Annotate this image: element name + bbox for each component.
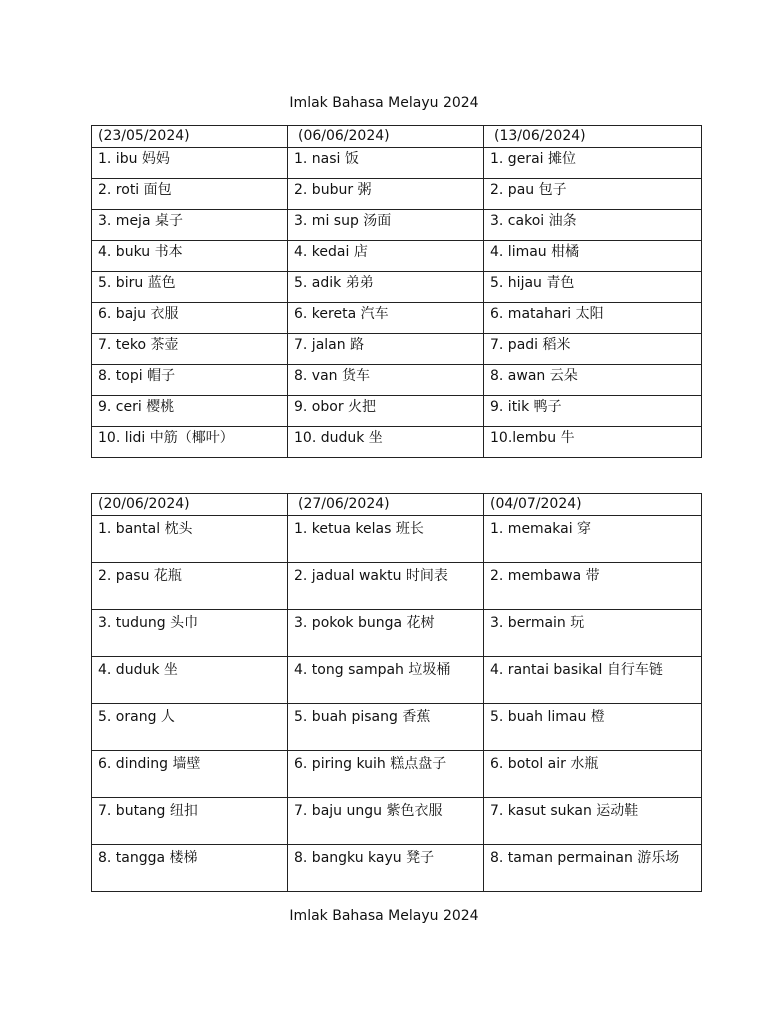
table-cell: 7. butang 纽扣 — [92, 798, 288, 845]
table-cell: 6. dinding 墙壁 — [92, 751, 288, 798]
table-cell: 8. awan 云朵 — [484, 365, 702, 396]
table-cell: 2. bubur 粥 — [288, 179, 484, 210]
table-cell: 6. piring kuih 糕点盘子 — [288, 751, 484, 798]
table-cell: 3. bermain 玩 — [484, 610, 702, 657]
table-cell: 1. ibu 妈妈 — [92, 148, 288, 179]
table-row — [92, 610, 702, 657]
table-cell: 1. nasi 饭 — [288, 148, 484, 179]
table-cell: 6. matahari 太阳 — [484, 303, 702, 334]
table-cell: 4. tong sampah 垃圾桶 — [288, 657, 484, 704]
table-cell: 6. kereta 汽车 — [288, 303, 484, 334]
table-cell: 2. roti 面包 — [92, 179, 288, 210]
table-cell: 9. itik 鸭子 — [484, 396, 702, 427]
table-row — [92, 516, 702, 563]
date-header-2: (27/06/2024) — [288, 494, 484, 516]
table-cell: 7. padi 稻米 — [484, 334, 702, 365]
table-cell: 2. membawa 带 — [484, 563, 702, 610]
table-cell: 5. buah pisang 香蕉 — [288, 704, 484, 751]
table-cell: 1. memakai 穿 — [484, 516, 702, 563]
table-row — [92, 563, 702, 610]
table-cell: 1. ketua kelas 班长 — [288, 516, 484, 563]
table-cell: 8. taman permainan 游乐场 — [484, 845, 702, 892]
table-cell: 1. gerai 摊位 — [484, 148, 702, 179]
table-cell: 7. baju ungu 紫色衣服 — [288, 798, 484, 845]
date-header-3: (04/07/2024) — [484, 494, 702, 516]
table-cell: 2. jadual waktu 时间表 — [288, 563, 484, 610]
table-row — [92, 798, 702, 845]
table-row — [92, 751, 702, 798]
date-header-2: (06/06/2024) — [288, 126, 484, 148]
table-cell: 1. bantal 枕头 — [92, 516, 288, 563]
table-cell: 9. ceri 樱桃 — [92, 396, 288, 427]
table-cell: 3. tudung 头巾 — [92, 610, 288, 657]
table-cell: 10. lidi 中筋（椰叶） — [92, 427, 288, 458]
dictation-table-2 — [91, 493, 702, 892]
table-row — [92, 334, 702, 365]
table-header-row — [92, 494, 702, 516]
table-cell: 4. kedai 店 — [288, 241, 484, 272]
table-header-row — [92, 126, 702, 148]
table-row — [92, 845, 702, 892]
table-cell: 3. mi sup 汤面 — [288, 210, 484, 241]
table-cell: 8. tangga 楼梯 — [92, 845, 288, 892]
date-header-3: (13/06/2024) — [484, 126, 702, 148]
page-footer-title: Imlak Bahasa Melayu 2024 — [289, 908, 479, 924]
table-row — [92, 179, 702, 210]
table-cell: 5. adik 弟弟 — [288, 272, 484, 303]
table-cell: 8. bangku kayu 凳子 — [288, 845, 484, 892]
table-row — [92, 210, 702, 241]
table-row — [92, 427, 702, 458]
table-cell: 6. botol air 水瓶 — [484, 751, 702, 798]
table-cell: 4. rantai basikal 自行车链 — [484, 657, 702, 704]
table-cell: 10. duduk 坐 — [288, 427, 484, 458]
table-cell: 10.lembu 牛 — [484, 427, 702, 458]
table-row — [92, 241, 702, 272]
table-cell: 3. cakoi 油条 — [484, 210, 702, 241]
table-cell: 2. pasu 花瓶 — [92, 563, 288, 610]
table-cell: 3. meja 桌子 — [92, 210, 288, 241]
table-cell: 3. pokok bunga 花树 — [288, 610, 484, 657]
table-cell: 7. kasut sukan 运动鞋 — [484, 798, 702, 845]
page-title: Imlak Bahasa Melayu 2024 — [289, 95, 479, 111]
date-header-1: (20/06/2024) — [92, 494, 288, 516]
table-row — [92, 365, 702, 396]
table-row — [92, 704, 702, 751]
dictation-table-1 — [91, 125, 702, 458]
table-cell: 5. biru 蓝色 — [92, 272, 288, 303]
date-header-1: (23/05/2024) — [92, 126, 288, 148]
table-row — [92, 396, 702, 427]
table-cell: 4. buku 书本 — [92, 241, 288, 272]
table-row — [92, 657, 702, 704]
table-cell: 2. pau 包子 — [484, 179, 702, 210]
table-cell: 5. buah limau 橙 — [484, 704, 702, 751]
table-cell: 7. jalan 路 — [288, 334, 484, 365]
table-cell: 4. limau 柑橘 — [484, 241, 702, 272]
table-row — [92, 303, 702, 334]
table-row — [92, 272, 702, 303]
table-cell: 6. baju 衣服 — [92, 303, 288, 334]
table-row — [92, 148, 702, 179]
table-cell: 7. teko 茶壶 — [92, 334, 288, 365]
table-cell: 8. topi 帽子 — [92, 365, 288, 396]
table-cell: 8. van 货车 — [288, 365, 484, 396]
table-cell: 5. orang 人 — [92, 704, 288, 751]
table-cell: 5. hijau 青色 — [484, 272, 702, 303]
table-cell: 4. duduk 坐 — [92, 657, 288, 704]
table-cell: 9. obor 火把 — [288, 396, 484, 427]
